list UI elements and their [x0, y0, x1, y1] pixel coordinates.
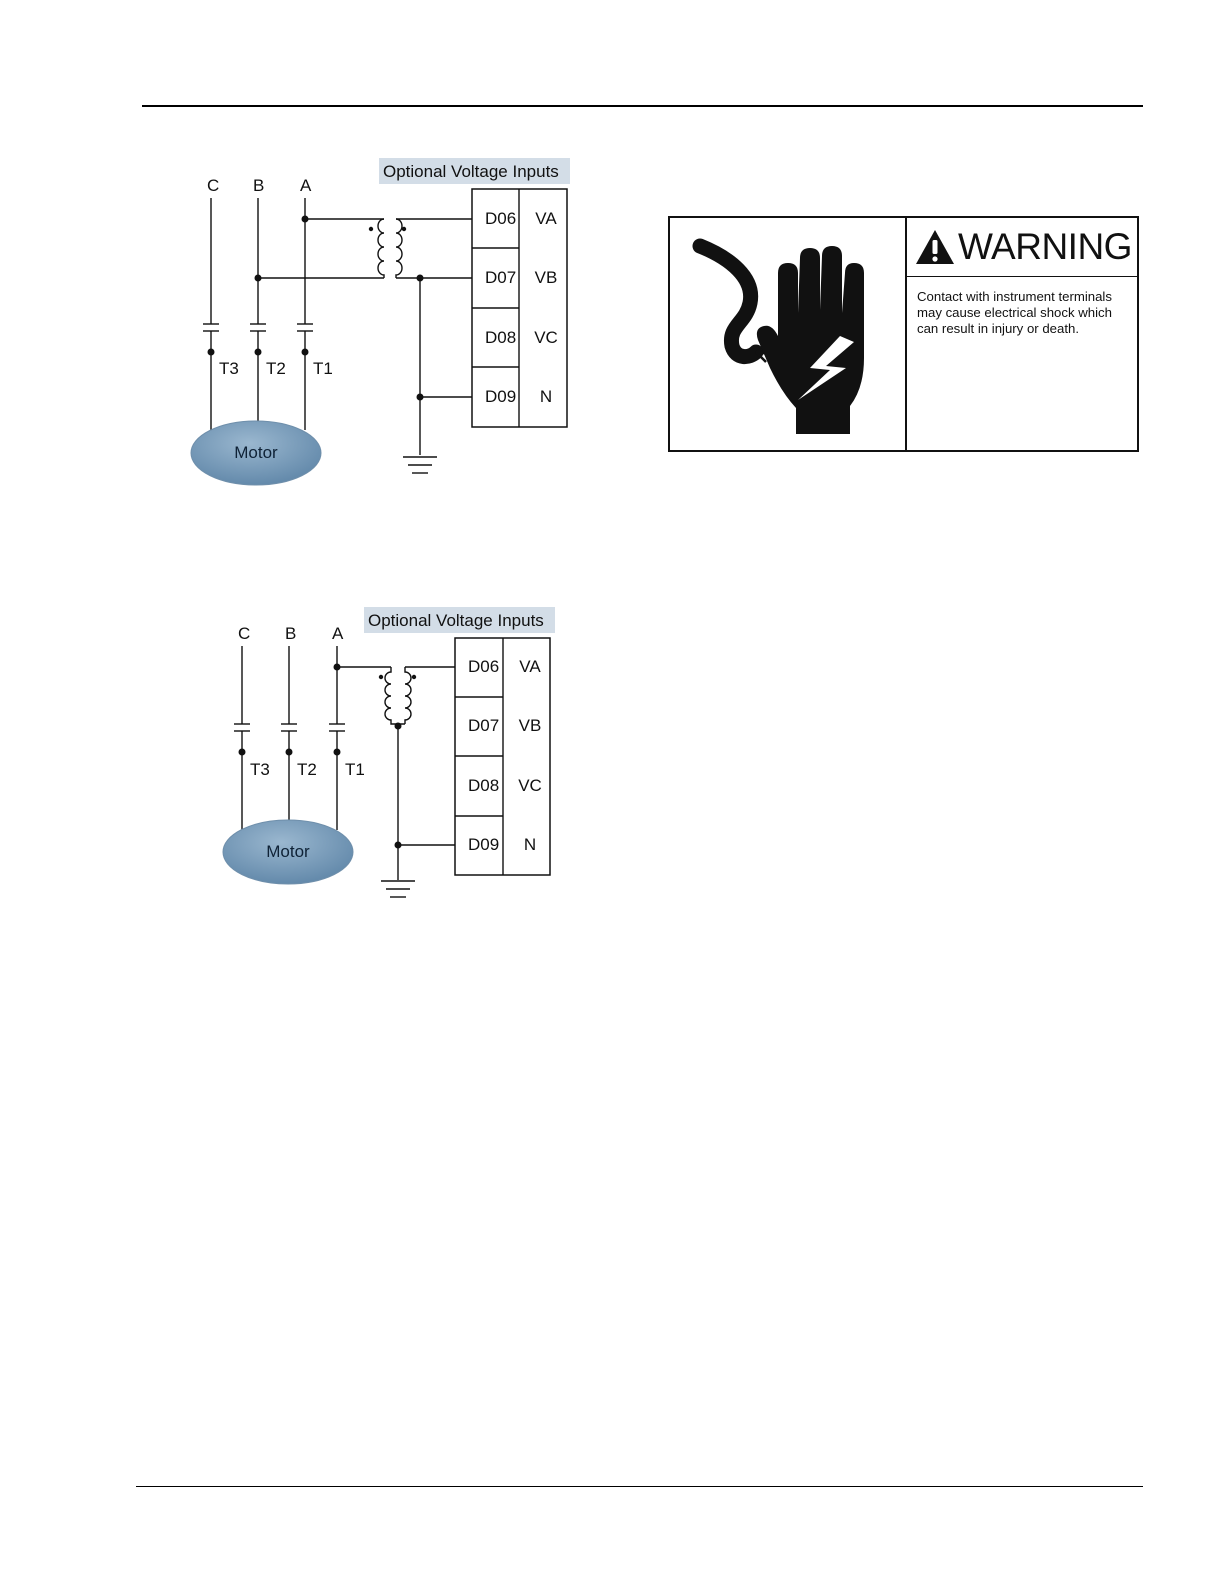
- terminal-signal-vc: VC: [534, 328, 558, 347]
- terminal-signal-vc: VC: [518, 776, 542, 795]
- exclamation-triangle-icon: [915, 229, 955, 265]
- contactor-label-t2: T2: [266, 359, 286, 378]
- electric-shock-hand-icon: [670, 218, 907, 450]
- phase-lines: [234, 646, 345, 830]
- terminal-signal-vb: VB: [534, 268, 558, 287]
- motor-label: Motor: [266, 842, 310, 861]
- phase-label-a: A: [332, 624, 344, 643]
- contactor-label-t1: T1: [345, 760, 365, 779]
- motor-label: Motor: [234, 443, 278, 462]
- phase-label-b: B: [285, 624, 297, 643]
- terminal-pin-d08: D08: [485, 328, 517, 347]
- terminal-signal-vb: VB: [518, 716, 542, 735]
- terminal-pin-d06: D06: [485, 209, 517, 228]
- ground-symbol: [381, 881, 415, 897]
- contactor-label-t1: T1: [313, 359, 333, 378]
- terminal-signal-n: N: [539, 387, 553, 406]
- contactor-label-t3: T3: [219, 359, 239, 378]
- terminal-signal-va: VA: [535, 209, 557, 228]
- phase-label-b: B: [253, 176, 265, 195]
- terminal-signal-n: N: [523, 835, 537, 854]
- terminal-pin-d07: D07: [468, 716, 500, 735]
- terminal-pin-d09: D09: [468, 835, 500, 854]
- optional-voltage-inputs-label: Optional Voltage Inputs: [368, 611, 544, 630]
- terminal-signal-va: VA: [519, 657, 541, 676]
- warning-header: [907, 218, 1137, 277]
- phase-label-c: C: [238, 624, 251, 643]
- phase-label-a: A: [300, 176, 312, 195]
- terminal-pin-d08: D08: [468, 776, 500, 795]
- contactor-label-t3: T3: [250, 760, 270, 779]
- warning-title: WARNING: [958, 226, 1132, 267]
- terminal-pin-d06: D06: [468, 657, 500, 676]
- contactor-label-t2: T2: [297, 760, 317, 779]
- terminal-pin-d09: D09: [485, 387, 517, 406]
- optional-voltage-inputs-label: Optional Voltage Inputs: [383, 162, 559, 181]
- terminal-pin-d07: D07: [485, 268, 517, 287]
- phase-label-c: C: [207, 176, 220, 195]
- warning-message: Contact with instrument terminals may cause electrical shock which can result in injury or death.: [917, 289, 1112, 336]
- warning-label: [668, 216, 1139, 452]
